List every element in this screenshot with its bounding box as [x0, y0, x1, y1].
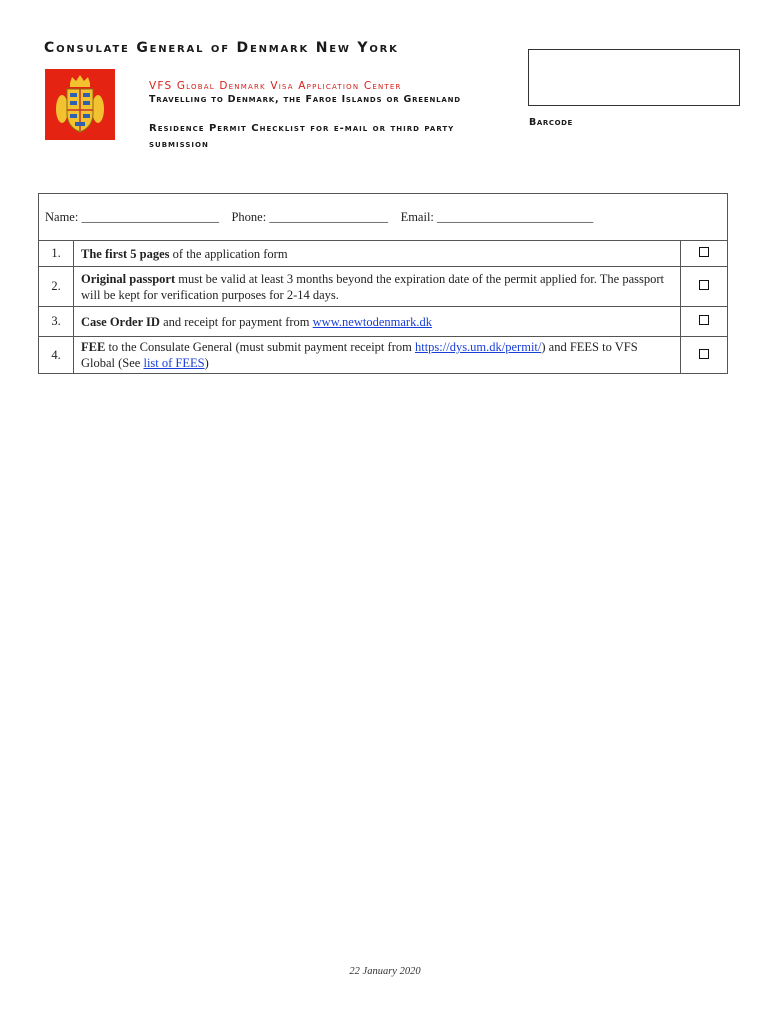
item-number: 2. [39, 267, 74, 307]
footer-date: 22 January 2020 [349, 966, 421, 977]
item-checkbox-cell [681, 307, 728, 337]
item-checkbox[interactable] [699, 349, 709, 359]
newtodenmark-link[interactable]: www.newtodenmark.dk [312, 314, 432, 329]
travel-subtitle: Travelling to Denmark, the Faroe Islands or Greenland [149, 94, 461, 105]
item-description [74, 267, 681, 307]
item-checkbox-cell [681, 337, 728, 374]
item-text: and receipt for payment from [159, 314, 313, 329]
table-row [39, 337, 728, 374]
table-row [39, 267, 728, 307]
phone-label: Phone: [231, 209, 267, 224]
item-text: ) [204, 356, 209, 370]
name-field[interactable]: ______________________ [81, 209, 219, 224]
contact-cell [39, 194, 728, 241]
item-text: to the Consulate General (must submit payment receipt from [105, 340, 415, 354]
name-label: Name: [45, 209, 79, 224]
item-bold-text: FEE [81, 340, 106, 354]
item-description [74, 241, 681, 267]
item-bold-text: Case Order ID [81, 314, 160, 329]
item-checkbox[interactable] [699, 315, 709, 325]
table-row [39, 307, 728, 337]
checklist-title: Residence Permit Checklist for e-mail or third party submission [149, 123, 455, 150]
item-bold-text: Original passport [81, 271, 176, 286]
checklist-table [38, 193, 728, 374]
barcode-box [528, 49, 740, 106]
coat-of-arms-logo [45, 69, 115, 140]
item-number: 1. [39, 241, 74, 267]
contact-row [39, 194, 728, 241]
fees-list-link[interactable]: list of FEES [143, 356, 205, 370]
page-title: Consulate General of Denmark New York [44, 40, 399, 56]
item-number: 3. [39, 307, 74, 337]
item-checkbox-cell [681, 241, 728, 267]
item-number: 4. [39, 337, 74, 374]
item-text: must be valid at least 3 months beyond the expiration date of the permit applied for. The passport will be kept for verification purposes for 2-14 days. [81, 271, 665, 302]
item-text: ) and FEES to VFS Global (See [81, 340, 638, 370]
table-row [39, 241, 728, 267]
email-field[interactable]: _________________________ [437, 209, 594, 224]
item-text: of the application form [169, 246, 288, 261]
phone-field[interactable]: ___________________ [269, 209, 389, 224]
item-checkbox[interactable] [699, 247, 709, 257]
barcode-label: Barcode [529, 117, 573, 128]
item-checkbox-cell [681, 267, 728, 307]
item-checkbox[interactable] [699, 280, 709, 290]
email-label: Email: [400, 209, 434, 224]
dys-permit-link[interactable]: https://dys.um.dk/permit/ [414, 340, 542, 354]
item-description [74, 307, 681, 337]
item-bold-text: The first 5 pages [81, 246, 170, 261]
item-description [74, 337, 681, 374]
vfs-center-name: VFS Global Denmark Visa Application Center [149, 80, 402, 92]
